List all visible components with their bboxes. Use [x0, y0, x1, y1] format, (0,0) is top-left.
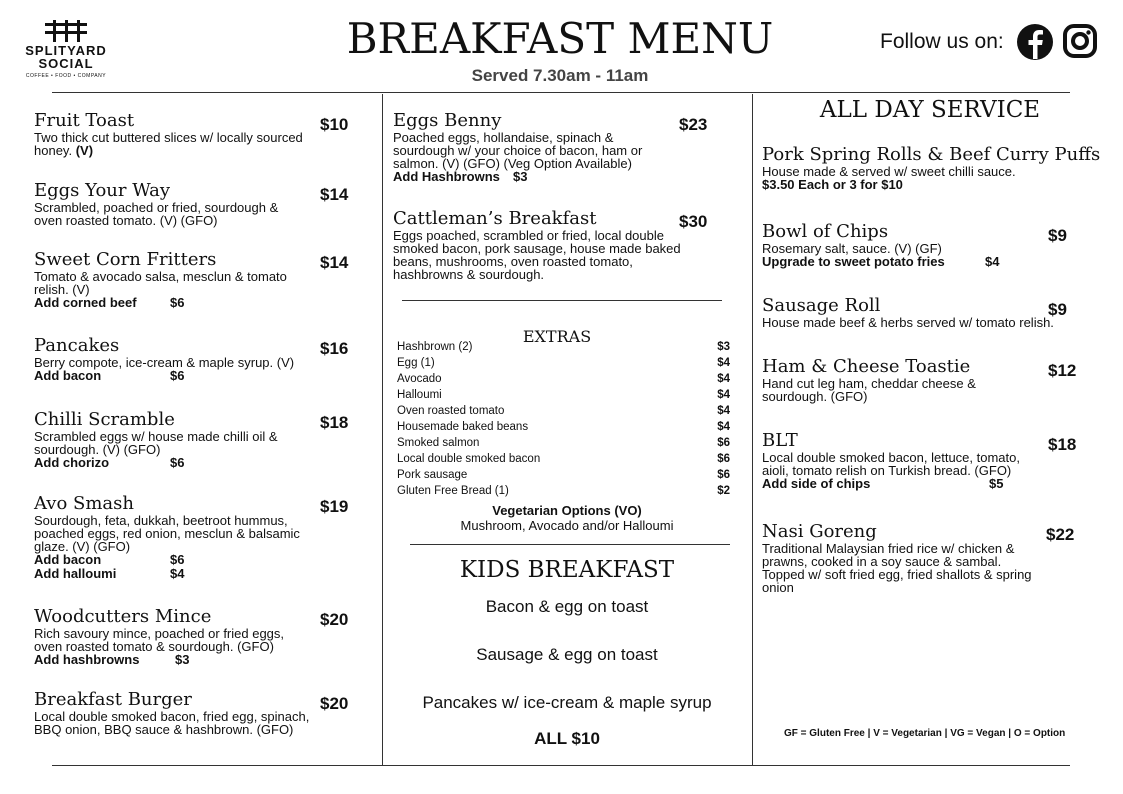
- item-description: Scrambled, poached or fried, sourdough & oven roasted tomato. (V) (GFO): [34, 200, 279, 228]
- addon-line: Add bacon $6: [34, 552, 185, 567]
- menu-item: [393, 111, 673, 184]
- menu-item: [34, 250, 324, 310]
- item-price: $18: [320, 413, 349, 432]
- item-name: Bowl of Chips: [762, 221, 889, 242]
- item-description: Tomato & avocado salsa, mesclun & tomato relish. (V): [34, 269, 287, 297]
- extras-row: Hashbrown (2) $3: [397, 341, 730, 353]
- menu-item: [34, 690, 334, 736]
- item-price: $20: [320, 610, 349, 629]
- addon-line: Add halloumi $4: [34, 566, 185, 581]
- item-description: Rosemary salt, sauce. (V) (GF): [762, 241, 942, 256]
- kids-heading: KIDS BREAKFAST: [459, 557, 675, 583]
- item-description: House made beef & herbs served w/ tomato relish.: [762, 315, 1054, 330]
- menu-item: [34, 181, 314, 227]
- fence-logo-icon: [43, 20, 89, 42]
- veg-options-title: Vegetarian Options (VO): [492, 503, 642, 518]
- menu-item: [34, 494, 324, 581]
- addon-line: Add chorizo $6: [34, 455, 185, 470]
- item-name: Ham & Cheese Toastie: [762, 356, 971, 377]
- item-price: $22: [1046, 525, 1075, 544]
- item-price: $23: [679, 115, 708, 134]
- item-description: Berry compote, ice-cream & maple syrup. (V): [34, 355, 295, 370]
- instagram-icon[interactable]: [1062, 23, 1098, 59]
- item-price: $18: [1048, 435, 1077, 454]
- extras-heading: EXTRAS: [522, 327, 592, 346]
- page-subtitle: Served 7.30am - 11am: [471, 66, 649, 85]
- logo-tagline: COFFEE • FOOD • COMPANY: [25, 73, 107, 79]
- item-price: $12: [1048, 361, 1077, 380]
- item-price: $20: [320, 694, 349, 713]
- item-price: $14: [320, 253, 349, 272]
- kids-price: ALL $10: [534, 729, 600, 748]
- item-description: Local double smoked bacon, fried egg, spinach, BBQ onion, BBQ sauce & hashbrown. (GFO): [34, 709, 310, 737]
- extras-row: Egg (1) $4: [397, 357, 730, 369]
- kids-item: Bacon & egg on toast: [485, 597, 649, 616]
- extras-row: Oven roasted tomato $4: [397, 405, 730, 417]
- extras-list: [397, 339, 730, 499]
- item-description: Poached eggs, hollandaise, spinach & sourdough w/ your choice of bacon, ham or salmon. (V) (GFO) (Veg Option Available): [393, 130, 643, 171]
- item-description: Traditional Malaysian fried rice w/ chicken & prawns, cooked in a soy sauce & sambal. Topped w/ soft fried egg, fried shallots & spring onion: [762, 541, 1032, 595]
- item-price: $16: [320, 339, 349, 358]
- follow-us-label: Follow us on:: [880, 30, 1004, 53]
- item-description: Rich savoury mince, poached or fried eggs, oven roasted tomato & sourdough. (GFO): [34, 626, 285, 654]
- menu-item: [762, 296, 1082, 329]
- section-divider: [410, 544, 730, 545]
- item-price: $10: [320, 115, 349, 134]
- price-line: $3.50 Each or 3 for $10: [762, 177, 903, 192]
- logo: [18, 20, 114, 79]
- extras-row: Gluten Free Bread (1) $2: [397, 485, 730, 497]
- item-name: Eggs Your Way: [34, 180, 171, 201]
- extras-row: Local double smoked bacon $6: [397, 453, 730, 465]
- item-name: Chilli Scramble: [34, 409, 175, 430]
- menu-item: [762, 145, 1102, 192]
- top-divider: [52, 92, 1070, 93]
- item-price: $9: [1048, 226, 1067, 245]
- kids-item: Pancakes w/ ice-cream & maple syrup: [422, 693, 712, 712]
- item-name: Fruit Toast: [34, 110, 135, 131]
- extras-row: Smoked salmon $6: [397, 437, 730, 449]
- item-price: $19: [320, 497, 349, 516]
- menu-item: [34, 607, 324, 667]
- addon-line: Add Hashbrowns $3: [393, 169, 528, 184]
- menu-item: [393, 209, 683, 281]
- facebook-icon[interactable]: [1016, 23, 1054, 61]
- item-name: BLT: [762, 430, 798, 451]
- column-divider-right: [752, 94, 753, 765]
- menu-item: [762, 431, 1047, 491]
- item-name: Pork Spring Rolls & Beef Curry Puffs: [762, 144, 1101, 165]
- item-description: Local double smoked bacon, lettuce, tomato, aioli, tomato relish on Turkish bread. (GFO): [762, 450, 1020, 478]
- item-name: Pancakes: [34, 335, 120, 356]
- extras-row: Housemade baked beans $4: [397, 421, 730, 433]
- section-divider: [402, 300, 722, 301]
- addon-line: Add hashbrowns $3: [34, 652, 190, 667]
- addon-line: Add bacon $6: [34, 368, 185, 383]
- item-name: Nasi Goreng: [762, 521, 877, 542]
- item-description: Scrambled eggs w/ house made chilli oil & sourdough. (V) (GFO): [34, 429, 278, 457]
- item-name: Sweet Corn Fritters: [34, 249, 217, 270]
- page-title: BREAKFAST MENU: [346, 14, 774, 63]
- item-price: $30: [679, 212, 708, 231]
- item-price: $9: [1048, 300, 1067, 319]
- item-description: Eggs poached, scrambled or fried, local double smoked bacon, pork sausage, house made baked beans, mushrooms, oven roasted tomato, hashbrowns & sourdough.: [393, 228, 681, 282]
- menu-item: [762, 222, 1042, 269]
- item-name: Eggs Benny: [393, 110, 502, 131]
- item-price: $14: [320, 185, 349, 204]
- item-description: Sourdough, feta, dukkah, beetroot hummus, poached eggs, red onion, mesclun & balsamic glaze. (V) (GFO): [34, 513, 300, 554]
- addon-line: Add side of chips $5: [762, 476, 1004, 491]
- all-day-heading: ALL DAY SERVICE: [819, 97, 1041, 123]
- menu-item: [762, 522, 1047, 594]
- bottom-divider: [52, 765, 1070, 766]
- extras-row: Avocado $4: [397, 373, 730, 385]
- item-description: House made & served w/ sweet chilli sauce.: [762, 164, 1016, 179]
- item-name: Breakfast Burger: [34, 689, 192, 710]
- item-name: Woodcutters Mince: [34, 606, 212, 627]
- dietary-legend: GF = Gluten Free | V = Vegetarian | VG = Vegan | O = Option: [784, 728, 1066, 739]
- item-name: Avo Smash: [34, 493, 134, 514]
- logo-line2: SOCIAL: [38, 56, 94, 71]
- extras-row: Pork sausage $6: [397, 469, 730, 481]
- menu-item: [762, 357, 1042, 403]
- menu-item: [34, 111, 354, 157]
- menu-item: [34, 410, 324, 470]
- veg-options-text: Mushroom, Avocado and/or Halloumi: [460, 518, 674, 533]
- item-description: Hand cut leg ham, cheddar cheese & sourdough. (GFO): [762, 376, 976, 404]
- column-divider-left: [382, 94, 383, 765]
- item-name: Sausage Roll: [762, 295, 881, 316]
- menu-item: [34, 336, 324, 383]
- addon-line: Add corned beef $6: [34, 295, 185, 310]
- item-name: Cattleman’s Breakfast: [393, 208, 597, 229]
- logo-line1: SPLITYARD: [25, 43, 107, 58]
- kids-item: Sausage & egg on toast: [476, 645, 658, 664]
- extras-row: Halloumi $4: [397, 389, 730, 401]
- addon-line: Upgrade to sweet potato fries $4: [762, 254, 1000, 269]
- item-description: Two thick cut buttered slices w/ locally sourced honey. (V): [34, 130, 303, 158]
